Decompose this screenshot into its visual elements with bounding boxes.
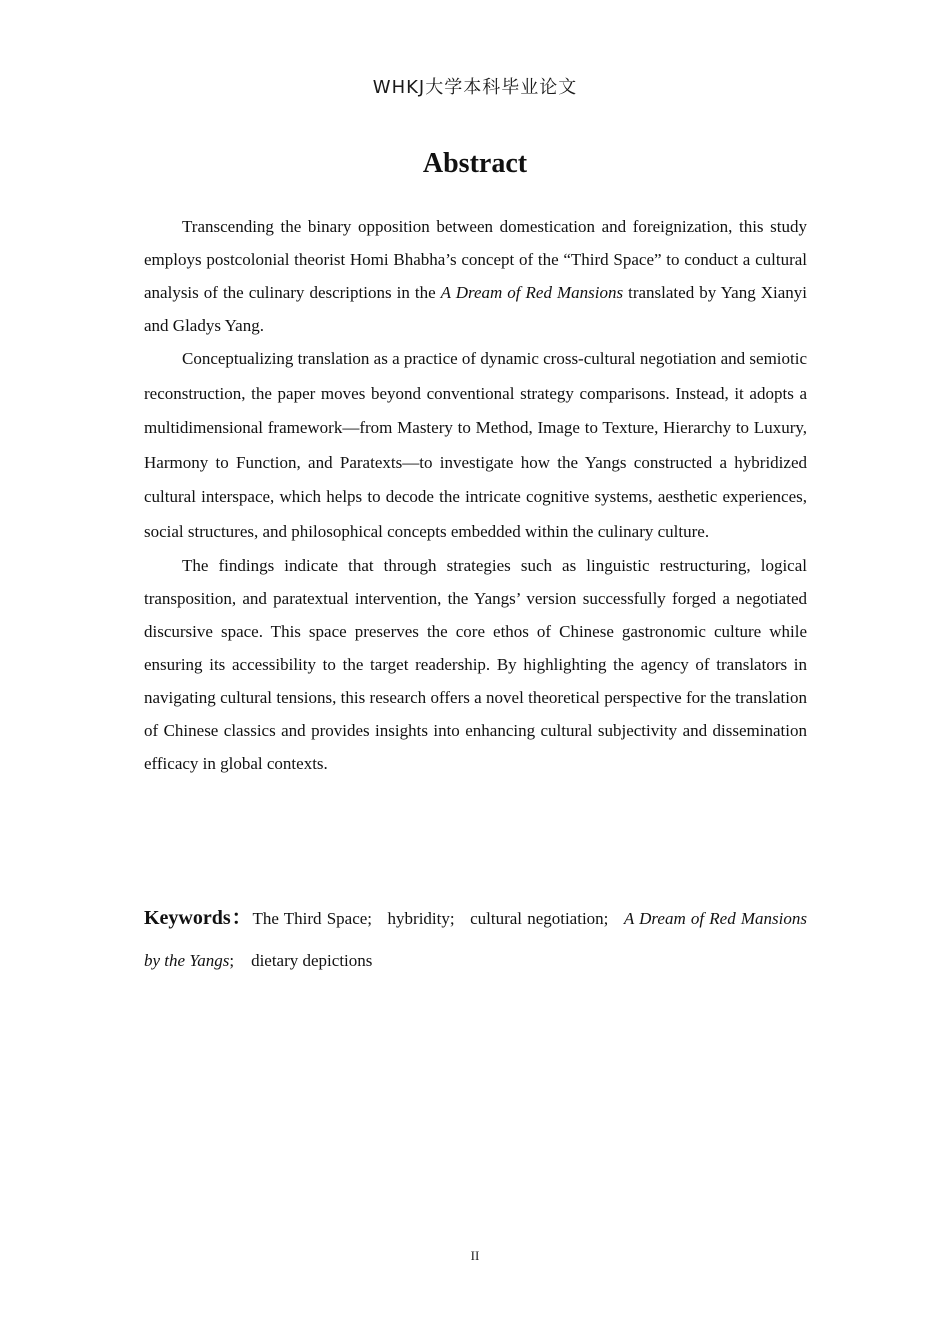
keyword-separator: ; (229, 951, 235, 970)
em-dash: — (402, 452, 420, 472)
em-dash: — (342, 418, 360, 437)
keyword-item: dietary depictions (251, 951, 373, 970)
paragraph-text: translated by Yang Xianyi and Gladys Yang. (144, 283, 807, 335)
keyword-item: The Third Space; (252, 909, 373, 928)
page-number: II (470, 1248, 480, 1263)
abstract-paragraph-3: The findings indicate that through strategies such as linguistic restructuring, logical transposition, and paratextual intervention, the Yangs’ version successfully forged a negotiated discursive space. This space preserves the core ethos of Chinese gastronomic culture while ensuring its accessibility to the target readership. By highlighting the agency of translators in navigating cultural tensions, this research offers a novel theoretical perspective for the translation of Chinese classics and provides insights into enhancing cultural subjectivity and dissemination efficacy in global contexts. (144, 556, 807, 773)
paragraph-text: Conceptualizing translation as a practice of dynamic cross-cultural negotiation and semiotic reconstruction, the paper moves beyond conventional strategy comparisons. Instead, it adopts a multidimensional framework (144, 349, 808, 437)
keyword-item: hybridity; (387, 909, 455, 928)
abstract-paragraph-1 (144, 210, 807, 342)
paragraph-text: Transcending the binary opposition between domestication and foreignization, this study employs postcolonial theorist Homi Bhabha’s concept of the “Third Space” to conduct a cultural analysis of the culinary descriptions in the (144, 217, 807, 302)
keyword-item: cultural negotiation; (470, 909, 609, 928)
keywords-label: Keywords： (144, 907, 253, 929)
paragraph-text: from Mastery to Method, Image to Texture, Hierarchy to Luxury, Harmony to Function, and Paratexts (144, 418, 808, 472)
keywords-block (144, 897, 807, 982)
keyword-item-italic: A Dream of Red Mansions by the Yangs (144, 909, 807, 970)
abstract-title: Abstract (422, 148, 528, 179)
paragraph-text: to investigate how the Yangs constructed a hybridized cultural interspace, which helps to decode the intricate cognitive systems, aesthetic experiences, social structures, and philosophical concepts embedded within the culinary culture. (144, 452, 807, 541)
running-header: WHKJ大学本科毕业论文 (372, 77, 578, 98)
book-title-italic: A Dream of Red Mansions (440, 283, 624, 302)
abstract-body (144, 210, 807, 780)
abstract-paragraph-2 (144, 342, 807, 549)
